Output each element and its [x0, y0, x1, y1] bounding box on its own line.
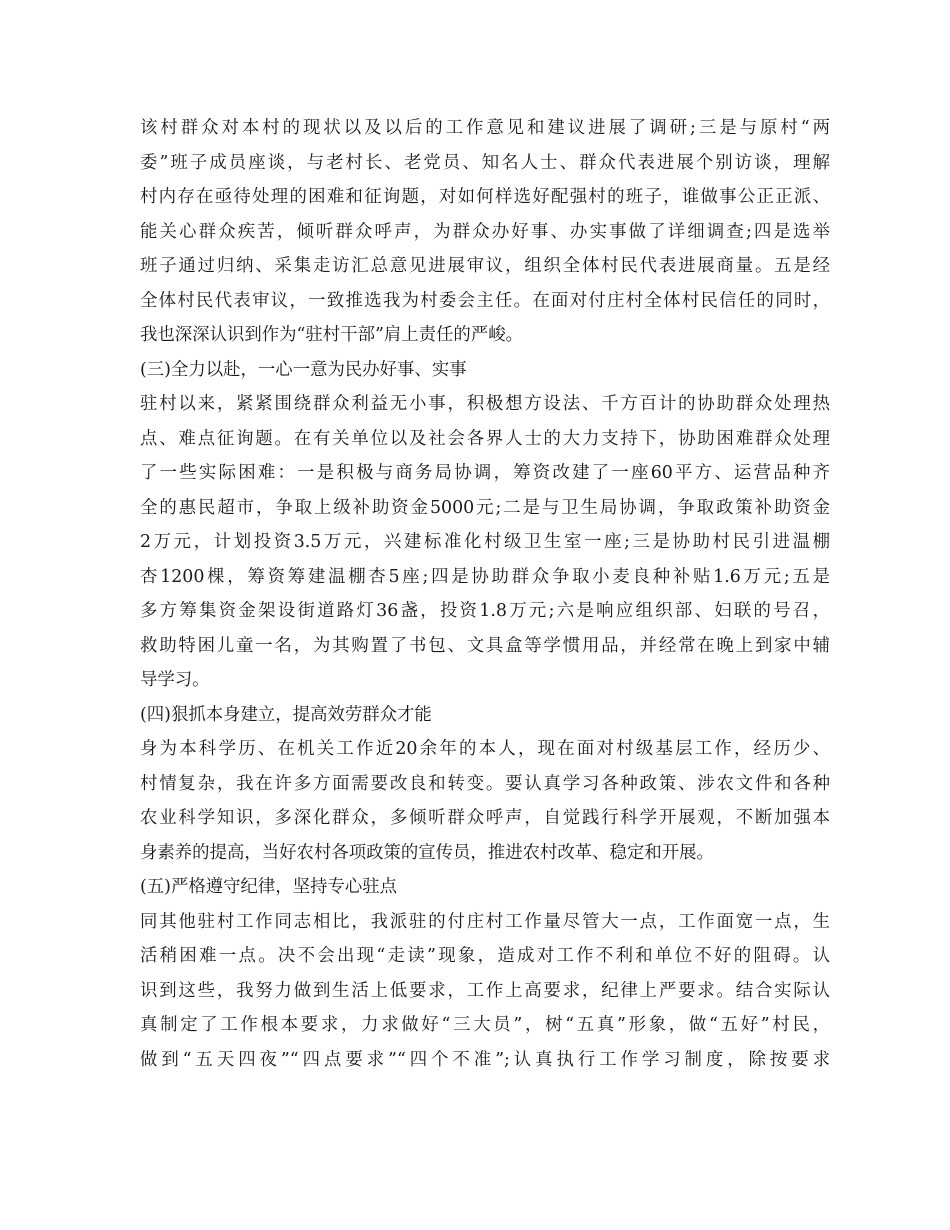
text-line: 杏1200棵，筹资筹建温棚杏5座;四是协助群众争取小麦良种补贴1.6万元;五是	[140, 566, 830, 587]
text-line: 全体村民代表审议，一致推选我为村委会主任。在面对付庄村全体村民信任的同时，	[140, 290, 830, 311]
text-line: 村内存在亟待处理的困难和征询题，对如何样选好配强村的班子，谁做事公正正派、	[140, 187, 830, 207]
text-line: 村情复杂，我在许多方面需要改良和转变。要认真学习各种政策、涉农文件和各种	[140, 773, 830, 794]
text-line: 2万元，计划投资3.5万元，兴建标准化村级卫生室一座;三是协助村民引进温棚	[140, 532, 830, 552]
text-line: 导学习。	[140, 670, 210, 690]
text-line: 做到“五天四夜”“四点要求”“四个不准”;认真执行工作学习制度，除按要求	[140, 1049, 830, 1070]
text-line: 农业科学知识，多深化群众，多倾听群众呼声，自觉践行科学开展观，不断加强本	[140, 808, 830, 828]
document-body	[140, 111, 830, 1077]
text-line: 点、难点征询题。在有关单位以及社会各界人士的大力支持下，协助困难群众处理	[140, 428, 830, 449]
text-line: 班子通过归纳、采集走访汇总意见进展审议，组织全体村民代表进展商量。五是经	[140, 256, 830, 276]
section-heading: (四)狠抓本身建立，提高效劳群众才能	[140, 704, 432, 725]
text-line: 驻村以来，紧紧围绕群众利益无小事，积极想方设法、千方百计的协助群众处理热	[140, 394, 830, 414]
text-line: 救助特困儿童一名，为其购置了书包、文具盒等学惯用品，并经常在晚上到家中辅	[140, 635, 830, 656]
text-line: 该村群众对本村的现状以及以后的工作意见和建议进展了调研;三是与原村“两	[140, 118, 830, 138]
text-line: 了一些实际困难：一是积极与商务局协调，筹资改建了一座60平方、运营品种齐	[140, 463, 830, 483]
text-line: 活稍困难一点。决不会出现“走读”现象，造成对工作不利和单位不好的阻碍。认	[140, 946, 830, 966]
text-line: 能关心群众疾苦，倾听群众呼声，为群众办好事、办实事做了详细调查;四是选举	[140, 221, 830, 242]
text-line: 同其他驻村工作同志相比，我派驻的付庄村工作量尽管大一点，工作面宽一点，生	[140, 911, 830, 932]
text-line: 身素养的提高，当好农村各项政策的宣传员，推进农村改革、稳定和开展。	[140, 842, 714, 863]
section-heading: (五)严格遵守纪律，坚持专心驻点	[140, 877, 398, 897]
text-line: 真制定了工作根本要求，力求做好“三大员”，树“五真”形象，做“五好”村民，	[140, 1015, 830, 1035]
text-line: 我也深深认识到作为“驻村干部”肩上责任的严峻。	[140, 325, 523, 345]
text-line: 委”班子成员座谈，与老村长、老党员、知名人士、群众代表进展个别访谈，理解	[140, 152, 830, 173]
text-line: 多方筹集资金架设街道路灯36盏，投资1.8万元;六是响应组织部、妇联的号召，	[140, 601, 830, 621]
text-line: 身为本科学历、在机关工作近20余年的本人，现在面对村级基层工作，经历少、	[140, 739, 830, 759]
section-heading: (三)全力以赴，一心一意为民办好事、实事	[140, 359, 467, 380]
text-line: 识到这些，我努力做到生活上低要求，工作上高要求，纪律上严要求。结合实际认	[140, 980, 830, 1001]
text-line: 全的惠民超市，争取上级补助资金5000元;二是与卫生局协调，争取政策补助资金	[140, 497, 830, 518]
